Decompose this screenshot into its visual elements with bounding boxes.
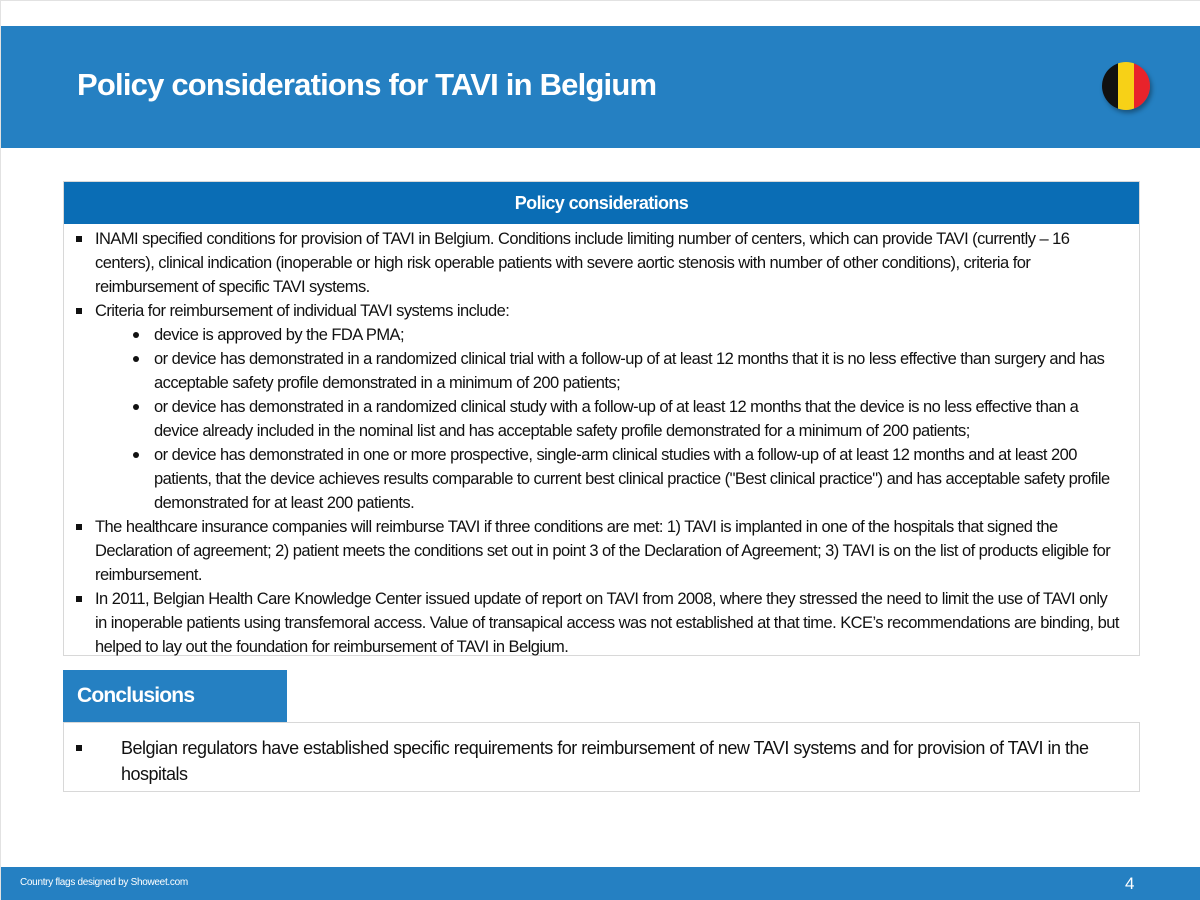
list-item-text: The healthcare insurance companies will reimburse TAVI if three conditions are met: 1) TAVI is implanted in one of the hospitals that signed the Declaration of agreement; 2) patient meets the conditions set out in point 3 of the Declaration of Agreement; 3) TAVI is on the list of products eligible for reimbursement. [95,518,1111,584]
list-item [76,299,1121,323]
list-item [76,587,1121,659]
square-bullet-icon [76,745,82,751]
list-item [76,227,1121,299]
conclusions-panel [63,722,1140,792]
list-item [76,515,1121,587]
sub-list-item-text: or device has demonstrated in a randomized clinical trial with a follow-up of at least 12 months that it is no less effective than surgery and has acceptable safety profile demonstrated in a minimum of 200 patients; [154,350,1105,392]
square-bullet-icon [76,308,82,314]
belgium-flag-icon [1102,62,1150,110]
sub-list-item-text: device is approved by the FDA PMA; [154,326,405,344]
page-title: Policy considerations for TAVI in Belgium [77,67,657,102]
conclusion-text: Belgian regulators have established specific requirements for reimbursement of new TAVI systems and for provision of TAVI in the hospitals [121,738,1089,784]
round-bullet-icon [133,332,139,338]
footer-credit: Country flags designed by Showeet.com [20,877,188,888]
page-number: 4 [1125,874,1135,893]
list-item-text: In 2011, Belgian Health Care Knowledge Center issued update of report on TAVI from 2008, where they stressed the need to limit the use of TAVI only in inoperable patients using transfemoral access. Value of transapical access was not established at that time. KCE’s recommendations are binding, but helped to lay out the foundation for reimbursement of TAVI in Belgium. [95,590,1119,656]
sub-list-item [76,395,1121,443]
square-bullet-icon [76,236,82,242]
list-item-text: Criteria for reimbursement of individual TAVI systems include: [95,302,510,320]
footer-bar [1,867,1200,900]
sub-list-item-text: or device has demonstrated in a randomized clinical study with a follow-up of at least 12 months that the device is no less effective than a device already included in the nominal list and has acceptable safety profile demonstrated for a minimum of 200 patients; [154,398,1079,440]
flag-stripe-yellow [1118,62,1134,110]
list-item-text: INAMI specified conditions for provision of TAVI in Belgium. Conditions include limiting number of centers, which can provide TAVI (currently – 16 centers), clinical indication (inoperable or high risk operable patients with severe aortic stenosis with number of other conditions), criteria for reimbursement of specific TAVI systems. [95,230,1070,296]
sub-list-item [76,443,1121,515]
square-bullet-icon [76,596,82,602]
square-bullet-icon [76,524,82,530]
round-bullet-icon [133,356,139,362]
sub-list-item [76,347,1121,395]
sub-list-item [76,323,1121,347]
conclusions-header: Conclusions [63,670,287,722]
round-bullet-icon [133,404,139,410]
round-bullet-icon [133,452,139,458]
policy-considerations-panel [63,181,1140,656]
policy-considerations-header: Policy considerations [64,182,1139,224]
sub-list-item-text: or device has demonstrated in one or more prospective, single-arm clinical studies with a follow-up of at least 12 months and at least 200 patients, that the device achieves results comparable to current best clinical practice ("Best clinical practice") and has acceptable safety profile demonstrated for at least 200 patients. [154,446,1110,512]
policy-considerations-list [64,224,1139,659]
